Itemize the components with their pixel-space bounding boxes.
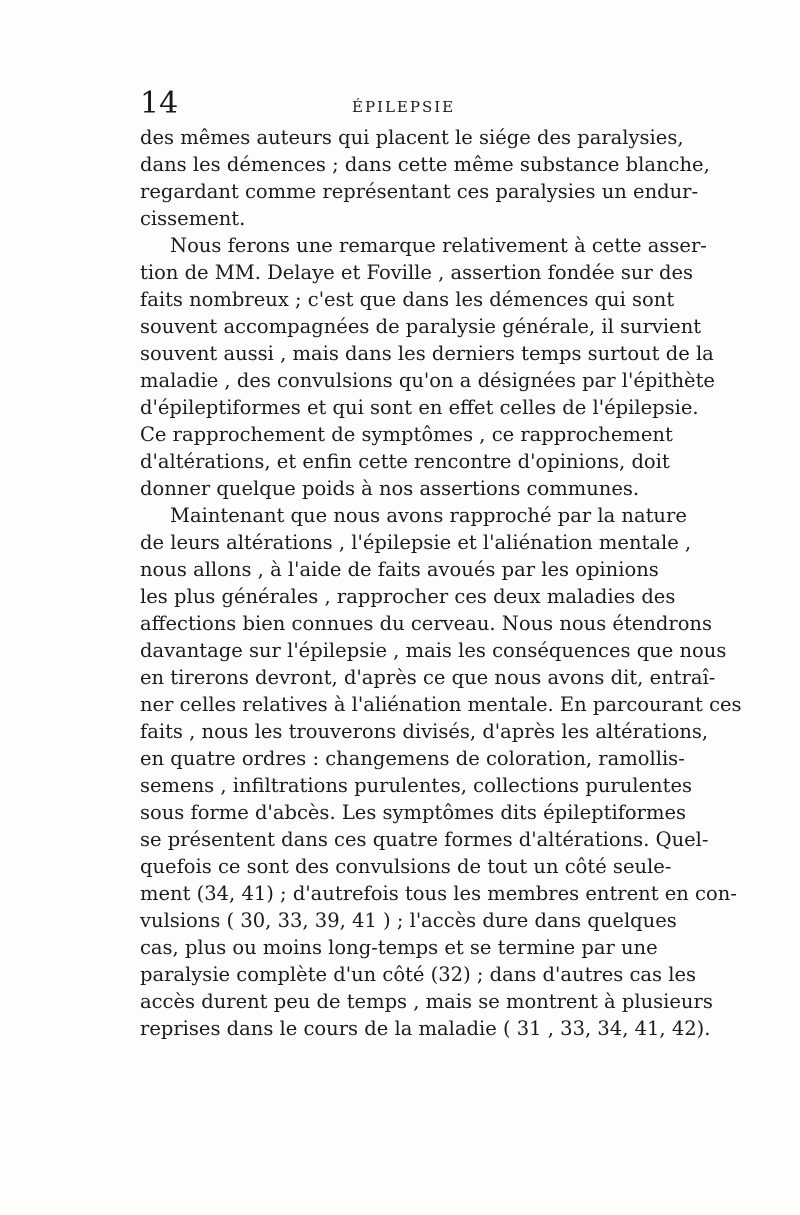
running-head: ÉPILEPSIE (352, 98, 456, 116)
page-header (140, 88, 660, 124)
text-line: Ce rapprochement de symptômes , ce rapprochement (140, 423, 673, 446)
text-line: affections bien connues du cerveau. Nous nous étendrons (140, 612, 712, 635)
text-line: reprises dans le cours de la maladie ( 31 , 33, 34, 41, 42). (140, 1017, 711, 1040)
text-line: cas, plus ou moins long-temps et se termine par une (140, 936, 658, 959)
text-line: faits , nous les trouverons divisés, d'après les altérations, (140, 720, 709, 743)
text-line: regardant comme représentant ces paralysies un endur- (140, 180, 699, 203)
text-line: souvent aussi , mais dans les derniers temps surtout de la (140, 342, 714, 365)
text-line: ment (34, 41) ; d'autrefois tous les membres entrent en con- (140, 882, 737, 905)
text-line: Maintenant que nous avons rapproché par la nature (170, 504, 687, 527)
text-line: tion de MM. Delaye et Foville , assertion fondée sur des (140, 261, 694, 284)
text-line: sous forme d'abcès. Les symptômes dits épileptiformes (140, 801, 687, 824)
text-line: donner quelque poids à nos assertions communes. (140, 477, 640, 500)
text-line: vulsions ( 30, 33, 39, 41 ) ; l'accès dure dans quelques (140, 909, 677, 932)
text-line: semens , infiltrations purulentes, collections purulentes (140, 774, 692, 797)
text-line: de leurs altérations , l'épilepsie et l'aliénation mentale , (140, 531, 692, 554)
text-line: dans les démences ; dans cette même substance blanche, (140, 153, 710, 176)
text-line: en tirerons devront, d'après ce que nous avons dit, entraî- (140, 666, 716, 689)
text-line: d'épileptiformes et qui sont en effet celles de l'épilepsie. (140, 396, 699, 419)
text-line: se présentent dans ces quatre formes d'altérations. Quel- (140, 828, 709, 851)
text-line: des mêmes auteurs qui placent le siége des paralysies, (140, 126, 684, 149)
text-line: Nous ferons une remarque relativement à cette asser- (170, 234, 707, 257)
text-line: davantage sur l'épilepsie , mais les conséquences que nous (140, 639, 727, 662)
text-line: faits nombreux ; c'est que dans les démences qui sont (140, 288, 675, 311)
text-line: maladie , des convulsions qu'on a désignées par l'épithète (140, 369, 715, 392)
page-number: 14 (140, 86, 179, 121)
text-line: en quatre ordres : changemens de coloration, ramollis- (140, 747, 685, 770)
text-line: accès durent peu de temps , mais se montrent à plusieurs (140, 990, 713, 1013)
text-line: souvent accompagnées de paralysie générale, il survient (140, 315, 702, 338)
text-line: paralysie complète d'un côté (32) ; dans d'autres cas les (140, 963, 697, 986)
text-line: quefois ce sont des convulsions de tout un côté seule- (140, 855, 672, 878)
text-line: ner celles relatives à l'aliénation mentale. En parcourant ces (140, 693, 742, 716)
body-text (140, 124, 742, 1042)
text-line: les plus générales , rapprocher ces deux maladies des (140, 585, 676, 608)
text-line: cissement. (140, 207, 246, 230)
text-line: d'altérations, et enfin cette rencontre d'opinions, doit (140, 450, 670, 473)
text-line: nous allons , à l'aide de faits avoués par les opinions (140, 558, 659, 581)
